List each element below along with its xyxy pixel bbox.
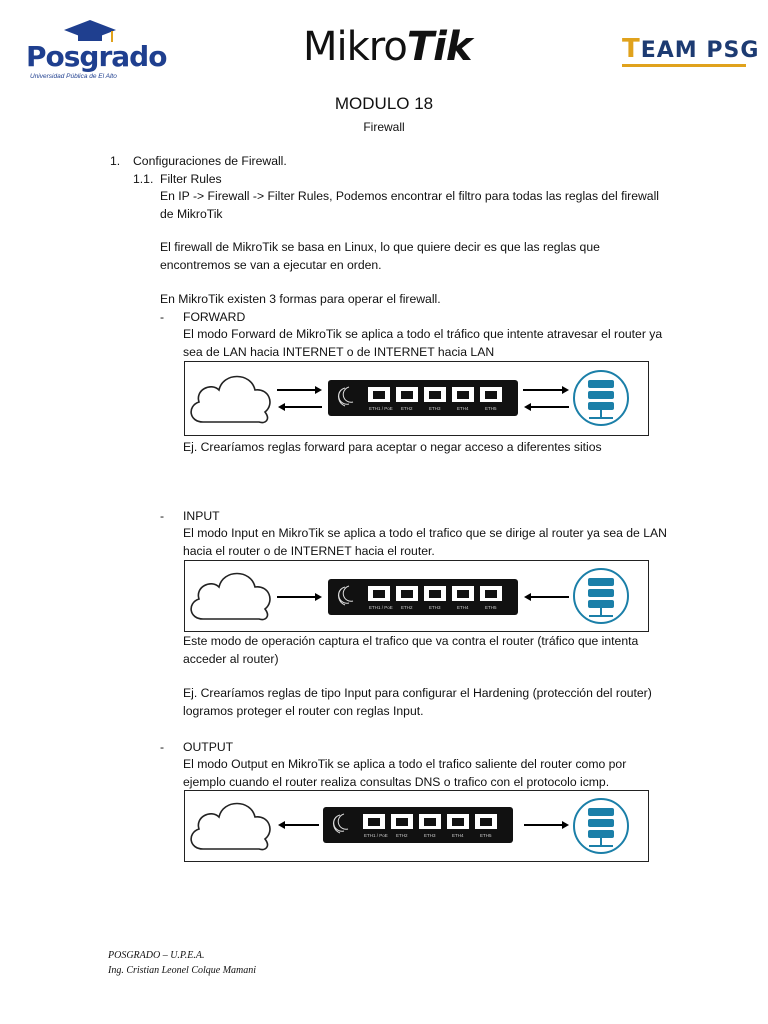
port-label: ETH4 (457, 406, 469, 411)
paragraph-line: encontremos se van a ejecutar en orden. (160, 258, 382, 272)
cloud-icon (191, 804, 270, 850)
port-label: ETH3 (429, 406, 441, 411)
arrow-right-icon (277, 593, 322, 601)
bullet-dash: - (160, 509, 165, 523)
router-icon (328, 380, 518, 416)
arrow-left-icon (524, 593, 569, 601)
paragraph-line: de MikroTik (160, 207, 223, 221)
forward-diagram (184, 361, 649, 436)
mikrotik-logo-text-a: Mikro (303, 24, 407, 70)
port-label: ETH4 (452, 833, 464, 838)
team-logo-text-a: T (622, 34, 641, 64)
paragraph-line: sea de LAN hacia INTERNET o de INTERNET hacia LAN (183, 345, 495, 359)
port-label: ETH1 / PoE (369, 406, 393, 411)
footer-line-2: Ing. Cristian Leonel Colque Mamani (108, 965, 257, 976)
router-icon (323, 807, 513, 843)
cloud-icon (191, 574, 270, 620)
server-icon (574, 799, 628, 853)
paragraph-line: logramos proteger el router con reglas Input. (183, 704, 424, 718)
section-number: 1. (110, 154, 121, 168)
subsection-heading: Filter Rules (160, 172, 222, 186)
bullet-dash: - (160, 740, 165, 754)
cloud-icon (191, 377, 270, 423)
port-label: ETH5 (485, 605, 497, 610)
section-heading: Configuraciones de Firewall. (133, 154, 287, 168)
mikrotik-logo-text-b: Tik (406, 24, 472, 70)
arrow-left-icon (278, 403, 322, 411)
port-label: ETH4 (457, 605, 469, 610)
port-label: ETH1 / PoE (369, 605, 393, 610)
paragraph-line: Este modo de operación captura el trafico que va contra el router (tráfico que intenta (183, 634, 639, 648)
paragraph-line: El firewall de MikroTik se basa en Linux, lo que quiere decir es que las reglas que (160, 240, 600, 254)
footer-line-1: POSGRADO – U.P.E.A. (108, 950, 205, 961)
router-icon (328, 579, 518, 615)
server-icon (574, 569, 628, 623)
subsection-number: 1.1. (133, 172, 154, 186)
posgrado-logo-subtitle: Universidad Pública de El Alto (30, 73, 117, 80)
arrow-right-icon (523, 386, 569, 394)
input-diagram (184, 560, 649, 632)
port-label: ETH3 (429, 605, 441, 610)
bullet-dash: - (160, 310, 165, 324)
mikrotik-logo (303, 18, 498, 70)
port-label: ETH2 (401, 605, 413, 610)
page-subtitle: Firewall (363, 120, 405, 134)
mode-forward-heading: FORWARD (183, 310, 246, 324)
port-label: ETH2 (401, 406, 413, 411)
paragraph-line: Ej. Crearíamos reglas forward para aceptar o negar acceso a diferentes sitios (183, 440, 602, 454)
paragraph-line: hacia el router o de INTERNET hacia el router. (183, 544, 435, 558)
port-label: ETH5 (480, 833, 492, 838)
posgrado-logo-text: Posgrado (26, 40, 167, 73)
paragraph-line: acceder al router) (183, 652, 279, 666)
posgrado-logo (26, 18, 167, 82)
team-logo-underline (622, 64, 746, 67)
mode-input-heading: INPUT (183, 509, 220, 523)
port-label: ETH5 (485, 406, 497, 411)
port-label: ETH3 (424, 833, 436, 838)
paragraph-line: Ej. Crearíamos reglas de tipo Input para configurar el Hardening (protección del router) (183, 686, 652, 700)
team-logo-text-b: EAM PSG (640, 38, 760, 63)
arrow-left-icon (524, 403, 569, 411)
paragraph-line: El modo Output en MikroTik se aplica a todo el trafico saliente del router como por (183, 757, 627, 771)
page-title: MODULO 18 (334, 94, 434, 113)
team-psg-logo (622, 34, 760, 72)
port-label: ETH1 / PoE (364, 833, 388, 838)
paragraph-line: El modo Input en MikroTik se aplica a todo el trafico que se dirige al router ya sea de LAN (183, 526, 667, 540)
server-icon (574, 371, 628, 425)
arrow-left-icon (278, 821, 319, 829)
output-diagram (184, 790, 649, 862)
paragraph-line: ejemplo cuando el router realiza consultas DNS o trafico con el protocolo icmp. (183, 775, 610, 789)
paragraph-line: El modo Forward de MikroTik se aplica a todo el tráfico que intente atravesar el router ya (183, 327, 663, 341)
paragraph-line: En MikroTik existen 3 formas para operar el firewall. (160, 292, 441, 306)
mode-output-heading: OUTPUT (183, 740, 234, 754)
port-label: ETH2 (396, 833, 408, 838)
arrow-right-icon (277, 386, 322, 394)
paragraph-line: En IP -> Firewall -> Filter Rules, Podemos encontrar el filtro para todas las reglas del firewall (160, 189, 659, 203)
arrow-right-icon (524, 821, 569, 829)
